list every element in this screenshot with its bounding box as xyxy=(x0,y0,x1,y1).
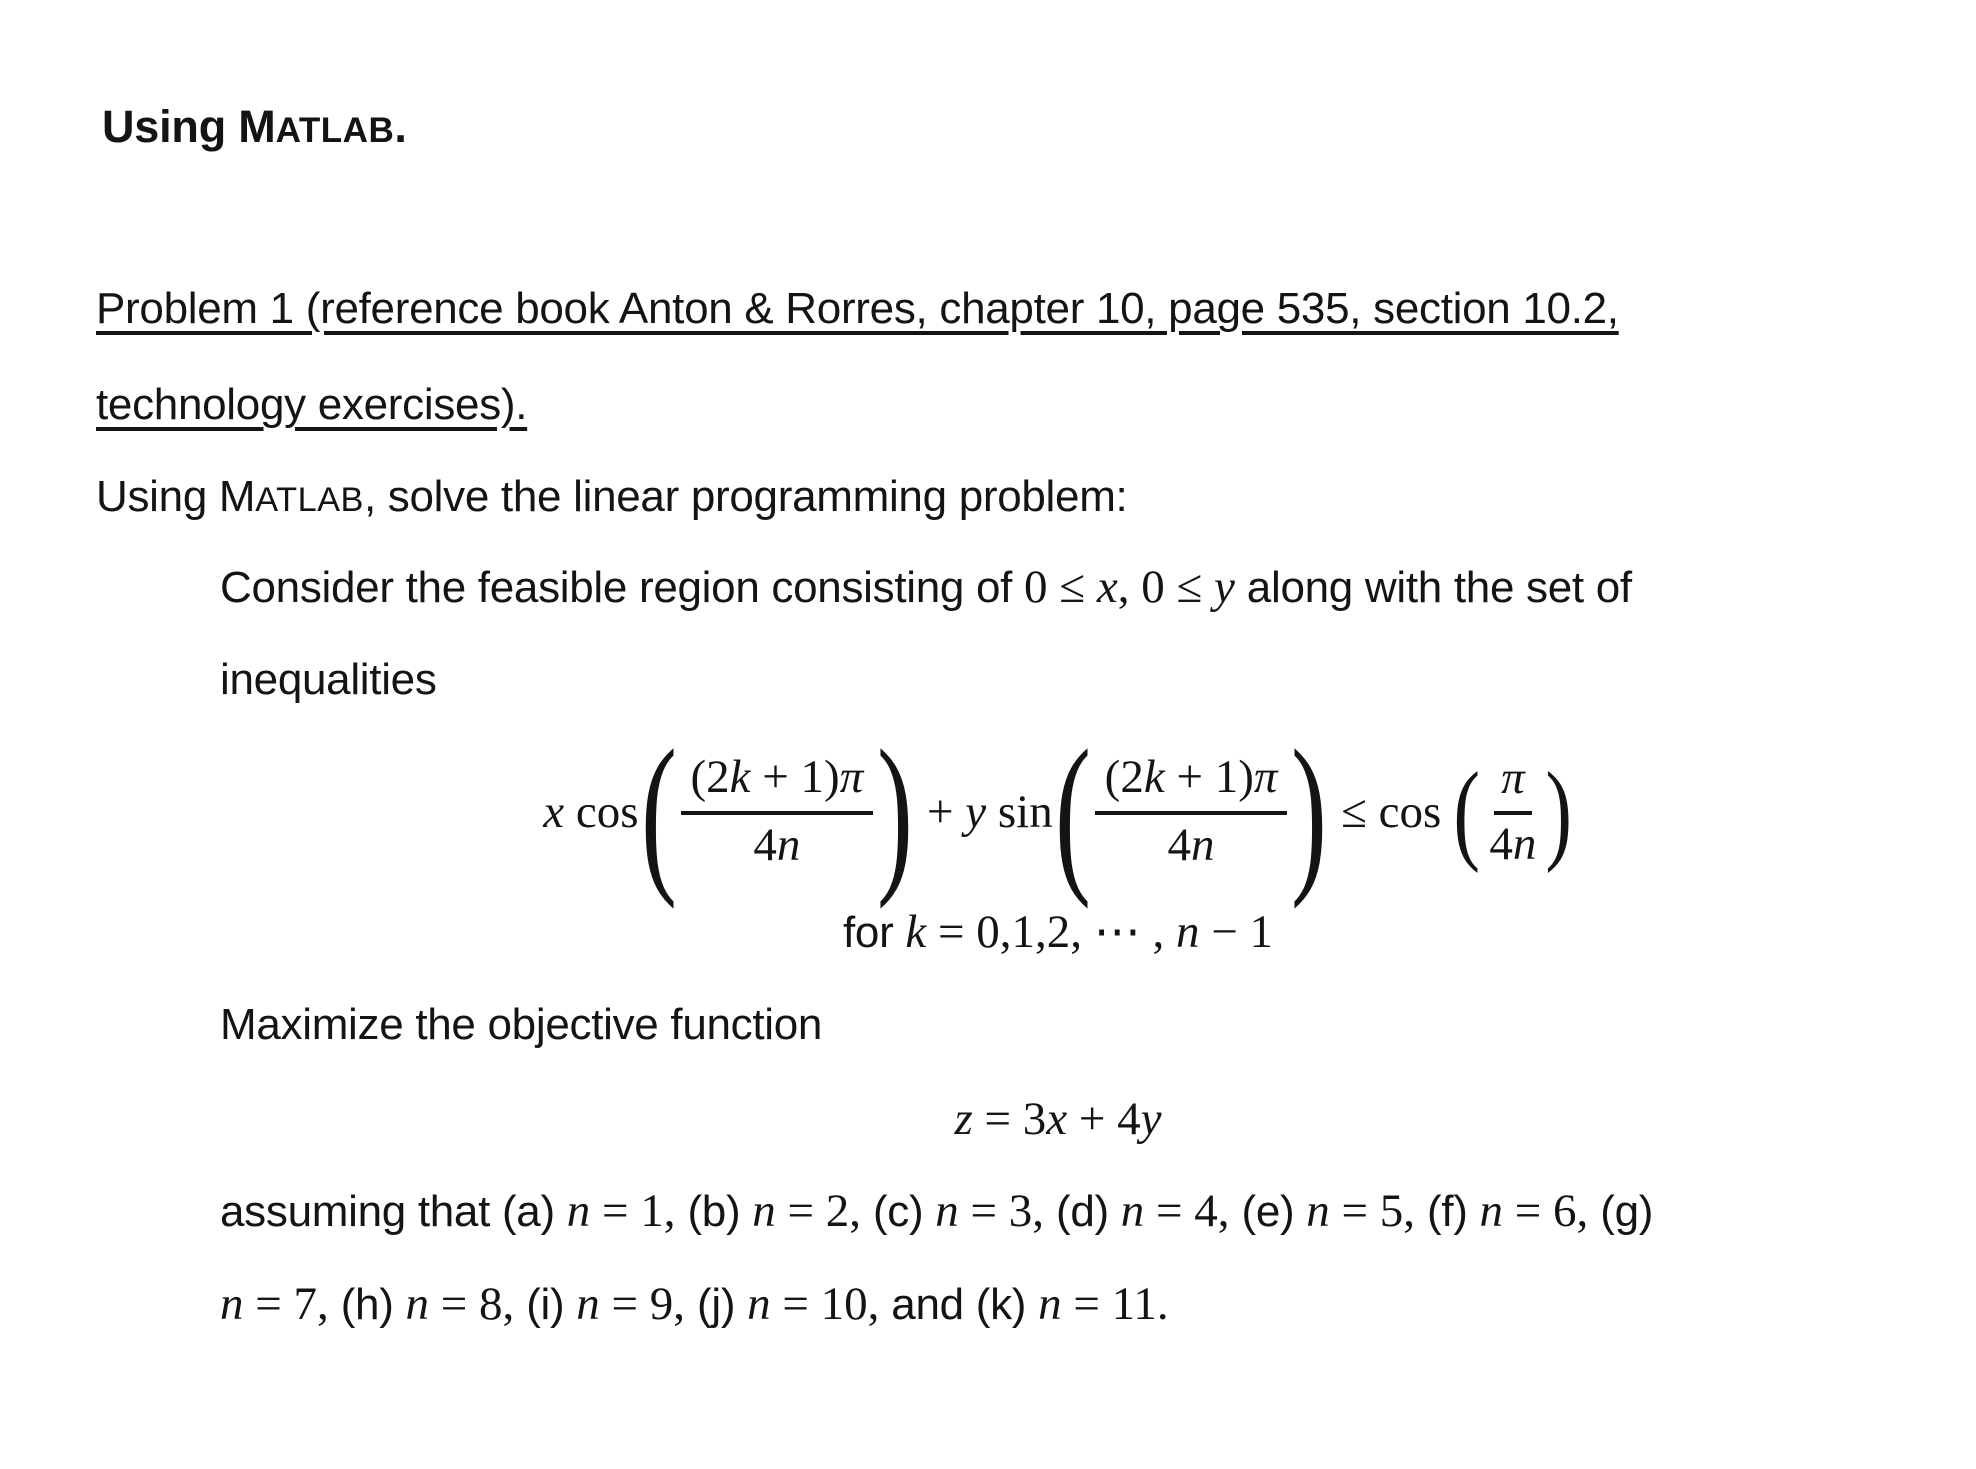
problem-reference-text-1: Problem 1 (reference book Anton & Rorres, chapter 10, page 535, section 10.2, xyxy=(96,284,1619,333)
val-n-g: = 7, xyxy=(243,1278,329,1330)
right-paren-big-2: ) xyxy=(1291,714,1328,910)
var-y: y xyxy=(1214,561,1235,613)
den-four-1: 4 xyxy=(753,819,777,871)
label-g: (g) xyxy=(1588,1187,1654,1236)
inequalities-label xyxy=(220,653,437,707)
var-n-3: n xyxy=(1512,818,1537,870)
num-plus-1: + 1) xyxy=(750,751,840,804)
val-n-c: = 3, xyxy=(958,1185,1045,1237)
num-open-2b: (2 xyxy=(1104,751,1144,804)
constraint-fraction-2 xyxy=(1095,750,1288,873)
assuming-text: assuming that (a) xyxy=(220,1187,567,1236)
inequalities-text: inequalities xyxy=(220,655,437,704)
obj-eq-3: = 3 xyxy=(972,1093,1047,1145)
math-zero-leq-2: , 0 ≤ xyxy=(1117,561,1214,613)
constraint-equation xyxy=(220,714,1896,910)
label-h: (h) xyxy=(328,1280,406,1329)
val-n-j: = 10, xyxy=(770,1278,880,1330)
val-n-i: = 9, xyxy=(599,1278,686,1330)
constraint-fraction-1 xyxy=(681,750,874,873)
var-x: x xyxy=(1096,561,1118,613)
eq-cos-label-1: cos xyxy=(564,785,639,838)
var-n-b: n xyxy=(752,1185,776,1237)
for-range-line xyxy=(220,905,1896,970)
eq-var-x: x xyxy=(543,785,565,838)
consider-line xyxy=(220,560,1632,615)
fraction-numerator-1 xyxy=(681,750,874,815)
eq-var-y: y xyxy=(965,785,987,838)
var-k-2: k xyxy=(1143,751,1165,804)
heading-text: Using M xyxy=(102,101,276,152)
assuming-line-1 xyxy=(220,1184,1653,1239)
num-open-2: (2 xyxy=(690,751,730,804)
left-paren-big-1: ( xyxy=(640,714,677,910)
label-e: (e) xyxy=(1229,1187,1307,1236)
pi-symbol-2: π xyxy=(1253,751,1278,804)
assuming-line-2 xyxy=(220,1277,1169,1332)
consider-text-2: along with the set of xyxy=(1234,563,1632,612)
intro-line xyxy=(96,470,1127,527)
var-n-j: n xyxy=(747,1278,771,1330)
left-paren-big-2: ( xyxy=(1054,714,1091,910)
val-n-h: = 8, xyxy=(429,1278,515,1330)
obj-var-y: y xyxy=(1140,1093,1162,1145)
eq-plus-operator: + xyxy=(915,785,966,838)
maximize-line xyxy=(220,998,822,1052)
eq-sin-label: sin xyxy=(986,785,1053,838)
val-n-b: = 2, xyxy=(775,1185,862,1237)
var-k-range: k xyxy=(905,906,927,958)
intro-smallcaps-matlab: ATLAB xyxy=(255,481,364,519)
eq-cos-label-2: cos xyxy=(1378,785,1454,838)
var-n-d: n xyxy=(1120,1185,1145,1237)
maximize-text: Maximize the objective function xyxy=(220,1000,823,1049)
range-values: = 0,1,2, ⋯ , xyxy=(926,906,1176,958)
problem-reference-text-2: technology exercises). xyxy=(96,380,528,429)
obj-var-x: x xyxy=(1046,1093,1068,1145)
label-b: (b) xyxy=(675,1187,753,1236)
num-plus-2: + 1) xyxy=(1164,751,1254,804)
val-n-a: = 1, xyxy=(590,1185,676,1237)
var-n-h: n xyxy=(405,1278,429,1330)
val-n-d: = 4, xyxy=(1144,1185,1230,1237)
var-n-a: n xyxy=(566,1185,591,1237)
fraction-denominator-3 xyxy=(1482,815,1543,873)
intro-text-after: , solve the linear programming problem: xyxy=(363,472,1128,521)
objective-equation xyxy=(220,1092,1896,1146)
consider-text-1: Consider the feasible region consisting of xyxy=(220,563,1025,612)
pi-symbol-3: π xyxy=(1501,752,1525,805)
pi-symbol-1: π xyxy=(839,751,864,804)
label-c: (c) xyxy=(861,1187,936,1236)
left-paren-med: ( xyxy=(1453,749,1481,874)
var-n-e: n xyxy=(1306,1185,1330,1237)
den-four-2: 4 xyxy=(1167,819,1192,871)
label-f: (f) xyxy=(1415,1187,1480,1236)
fraction-denominator-1 xyxy=(743,815,810,874)
page-title xyxy=(102,100,407,158)
math-zero-leq-1: 0 ≤ xyxy=(1024,561,1097,613)
heading-smallcaps-matlab: ATLAB xyxy=(275,111,395,150)
fraction-numerator-3 xyxy=(1494,751,1532,815)
label-k: and (k) xyxy=(879,1280,1039,1329)
var-k-1: k xyxy=(729,751,751,804)
label-i: (i) xyxy=(514,1280,577,1329)
val-n-e: = 5, xyxy=(1329,1185,1416,1237)
for-label: for xyxy=(842,908,906,957)
var-n-2: n xyxy=(1191,819,1215,871)
var-n-f: n xyxy=(1479,1185,1504,1237)
var-n-i: n xyxy=(576,1278,600,1330)
var-n-k: n xyxy=(1038,1278,1062,1330)
fraction-denominator-2 xyxy=(1158,815,1225,874)
var-n-g: n xyxy=(220,1278,244,1330)
range-minus-one: − 1 xyxy=(1199,906,1274,958)
var-n-1: n xyxy=(776,819,801,871)
den-four-3: 4 xyxy=(1489,818,1513,870)
problem-reference-line-2 xyxy=(96,378,527,432)
var-z: z xyxy=(954,1093,973,1145)
right-paren-big-1: ) xyxy=(877,714,914,910)
label-j: (j) xyxy=(685,1280,748,1329)
intro-text: Using M xyxy=(96,472,256,521)
var-n-range: n xyxy=(1176,906,1200,958)
val-n-f: = 6, xyxy=(1503,1185,1589,1237)
var-n-c: n xyxy=(935,1185,959,1237)
heading-period: . xyxy=(394,101,407,152)
obj-eq-4: + 4 xyxy=(1067,1093,1141,1145)
val-n-k: = 11. xyxy=(1061,1278,1169,1330)
pi-over-4n-fraction xyxy=(1482,751,1543,872)
label-d: (d) xyxy=(1044,1187,1121,1236)
leq-operator: ≤ xyxy=(1329,785,1379,838)
fraction-numerator-2 xyxy=(1095,750,1288,815)
problem-reference-line-1 xyxy=(96,282,1619,336)
right-paren-med: ) xyxy=(1545,749,1573,874)
